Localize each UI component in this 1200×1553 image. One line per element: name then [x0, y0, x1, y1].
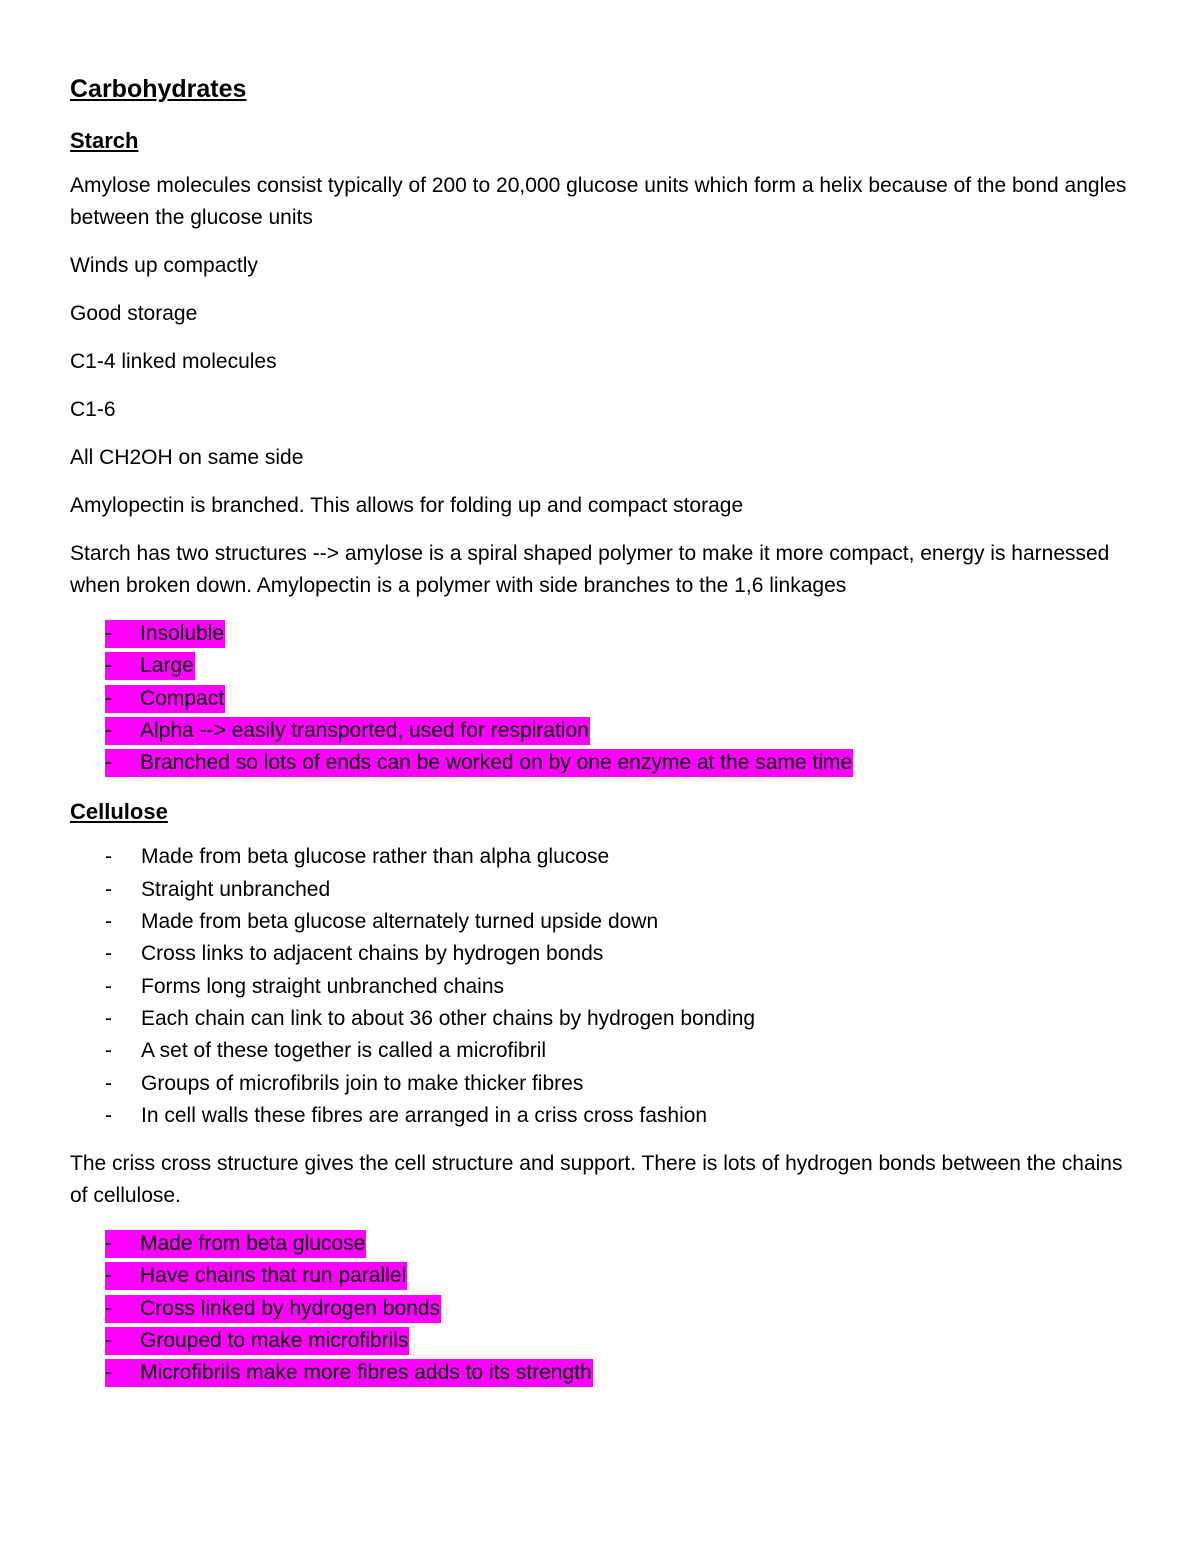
list-item: - Groups of microfibrils join to make thicker fibres — [105, 1071, 584, 1095]
list-item: - Made from beta glucose rather than alpha glucose — [105, 845, 610, 869]
highlight-item: - Large — [70, 650, 1140, 682]
list-item: - Straight unbranched — [105, 877, 331, 901]
highlight-item: - Cross linked by hydrogen bonds — [70, 1293, 1140, 1325]
starch-paragraph: Good storage — [70, 302, 198, 325]
list-item: - A set of these together is called a microfibril — [105, 1039, 547, 1063]
list-item: - Each chain can link to about 36 other chains by hydrogen bonding — [105, 1006, 756, 1030]
highlight-item: - Grouped to make microfibrils — [70, 1325, 1140, 1357]
starch-paragraph: C1-4 linked molecules — [70, 350, 277, 373]
starch-paragraph: Amylose molecules consist typically of 200 to 20,000 glucose units which form a helix because of the bond angles between the glucose units — [70, 174, 1127, 229]
starch-paragraph: All CH2OH on same side — [70, 446, 304, 469]
starch-paragraph: Starch has two structures --> amylose is a spiral shaped polymer to make it more compact, energy is harnessed when broken down. Amylopectin is a polymer with side branches to the 1,6 linkages — [70, 542, 1110, 597]
list-item: - Forms long straight unbranched chains — [105, 974, 505, 998]
starch-paragraph: Winds up compactly — [70, 254, 258, 277]
cellulose-highlight-list — [70, 1228, 1140, 1389]
highlight-item: - Compact — [70, 683, 1140, 715]
cellulose-heading: Cellulose — [70, 799, 168, 825]
list-item: - In cell walls these fibres are arranged in a criss cross fashion — [105, 1103, 708, 1127]
starch-highlight-list — [70, 618, 1140, 779]
highlight-item: - Microfibrils make more fibres adds to its strength — [70, 1357, 1140, 1389]
highlight-item: - Have chains that run parallel — [70, 1260, 1140, 1292]
highlight-item: - Alpha --> easily transported, used for respiration — [70, 715, 1140, 747]
document-title: Carbohydrates — [70, 75, 247, 103]
cellulose-bullet-list — [70, 841, 1140, 1132]
cellulose-paragraph: The criss cross structure gives the cell structure and support. There is lots of hydrogen bonds between the chains of cellulose. — [70, 1152, 1123, 1208]
starch-heading: Starch — [70, 128, 139, 153]
list-item: - Cross links to adjacent chains by hydrogen bonds — [105, 942, 604, 966]
starch-paragraph: Amylopectin is branched. This allows for folding up and compact storage — [70, 494, 744, 517]
starch-paragraph: C1-6 — [70, 398, 116, 421]
highlight-item: - Insoluble — [70, 618, 1140, 650]
list-item: - Made from beta glucose alternately turned upside down — [105, 910, 659, 934]
highlight-item: - Branched so lots of ends can be worked on by one enzyme at the same time — [70, 747, 1140, 779]
document-page — [70, 72, 1140, 1408]
highlight-item: - Made from beta glucose — [70, 1228, 1140, 1260]
